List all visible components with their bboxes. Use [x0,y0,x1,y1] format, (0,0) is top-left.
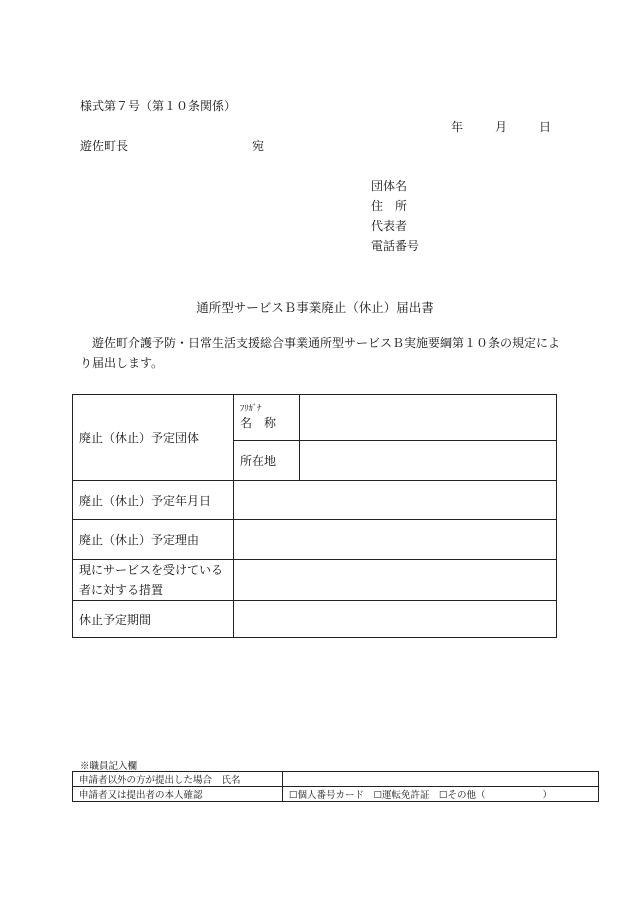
date-year: 年 [451,120,464,134]
document-title: 通所型サービスＢ事業廃止（休止）届出書 [196,300,434,315]
staff-row1-label [73,772,283,787]
form-number: 様式第７号（第１０条関係） [80,99,237,113]
period-input-cell[interactable] [234,601,557,638]
applicant-representative-label: 代表者 [371,219,408,233]
applicant-phone-label: 電話番号 [371,239,420,253]
applicant-address-label: 住 所 [371,199,408,213]
staff-row2-options[interactable] [283,787,599,802]
id-check-options[interactable]: ☐個人番号カード ☐運転免許証 ☐その他（ ） [289,790,553,801]
staff-row2-text: 申請者又は提出者の本人確認 [79,790,203,801]
staff-row1-input[interactable] [283,772,599,787]
furigana-label: ﾌﾘｶﾞﾅ [240,404,262,414]
staff-row1-text: 申請者以外の方が提出した場合 氏名 [79,775,241,786]
measures-input-cell[interactable] [234,560,557,601]
location-input-cell[interactable] [300,441,557,481]
notification-table [72,394,557,638]
staff-row2-label [73,787,283,802]
measures-label: 現にサービスを受けている者に対する措置 [79,563,224,597]
date-input-cell[interactable] [234,481,557,520]
name-label-cell [234,395,300,441]
name-input-cell[interactable] [300,395,557,441]
period-label: 休止予定期間 [79,612,152,627]
atena-honorific: 宛 [252,139,265,153]
date-day: 日 [539,120,552,134]
date-line [451,118,551,135]
group-label: 廃止（休止）予定団体 [79,431,200,445]
date-month: 月 [495,120,508,134]
addressee: 遊佐町長 [80,139,129,153]
period-label-cell [73,601,234,638]
name-label: 名 称 [240,416,277,430]
reason-label: 廃止（休止）予定理由 [79,533,200,547]
applicant-org-name-label: 団体名 [371,179,408,193]
applicant-block [371,176,419,256]
date-label: 廃止（休止）予定年月日 [79,493,212,508]
body-text: 遊佐町介護予防・日常生活支援総合事業通所型サービスＢ実施要綱第１０条の規定により届出します。 [80,336,561,370]
group-label-cell [73,395,234,481]
location-label-cell [234,441,300,481]
reason-label-cell [73,520,234,560]
reason-input-cell[interactable] [234,520,557,560]
measures-label-cell [73,560,234,601]
date-label-cell [73,481,234,520]
location-label: 所在地 [240,454,277,468]
staff-section-label: ※職員記入欄 [80,761,138,772]
staff-table [72,771,599,802]
